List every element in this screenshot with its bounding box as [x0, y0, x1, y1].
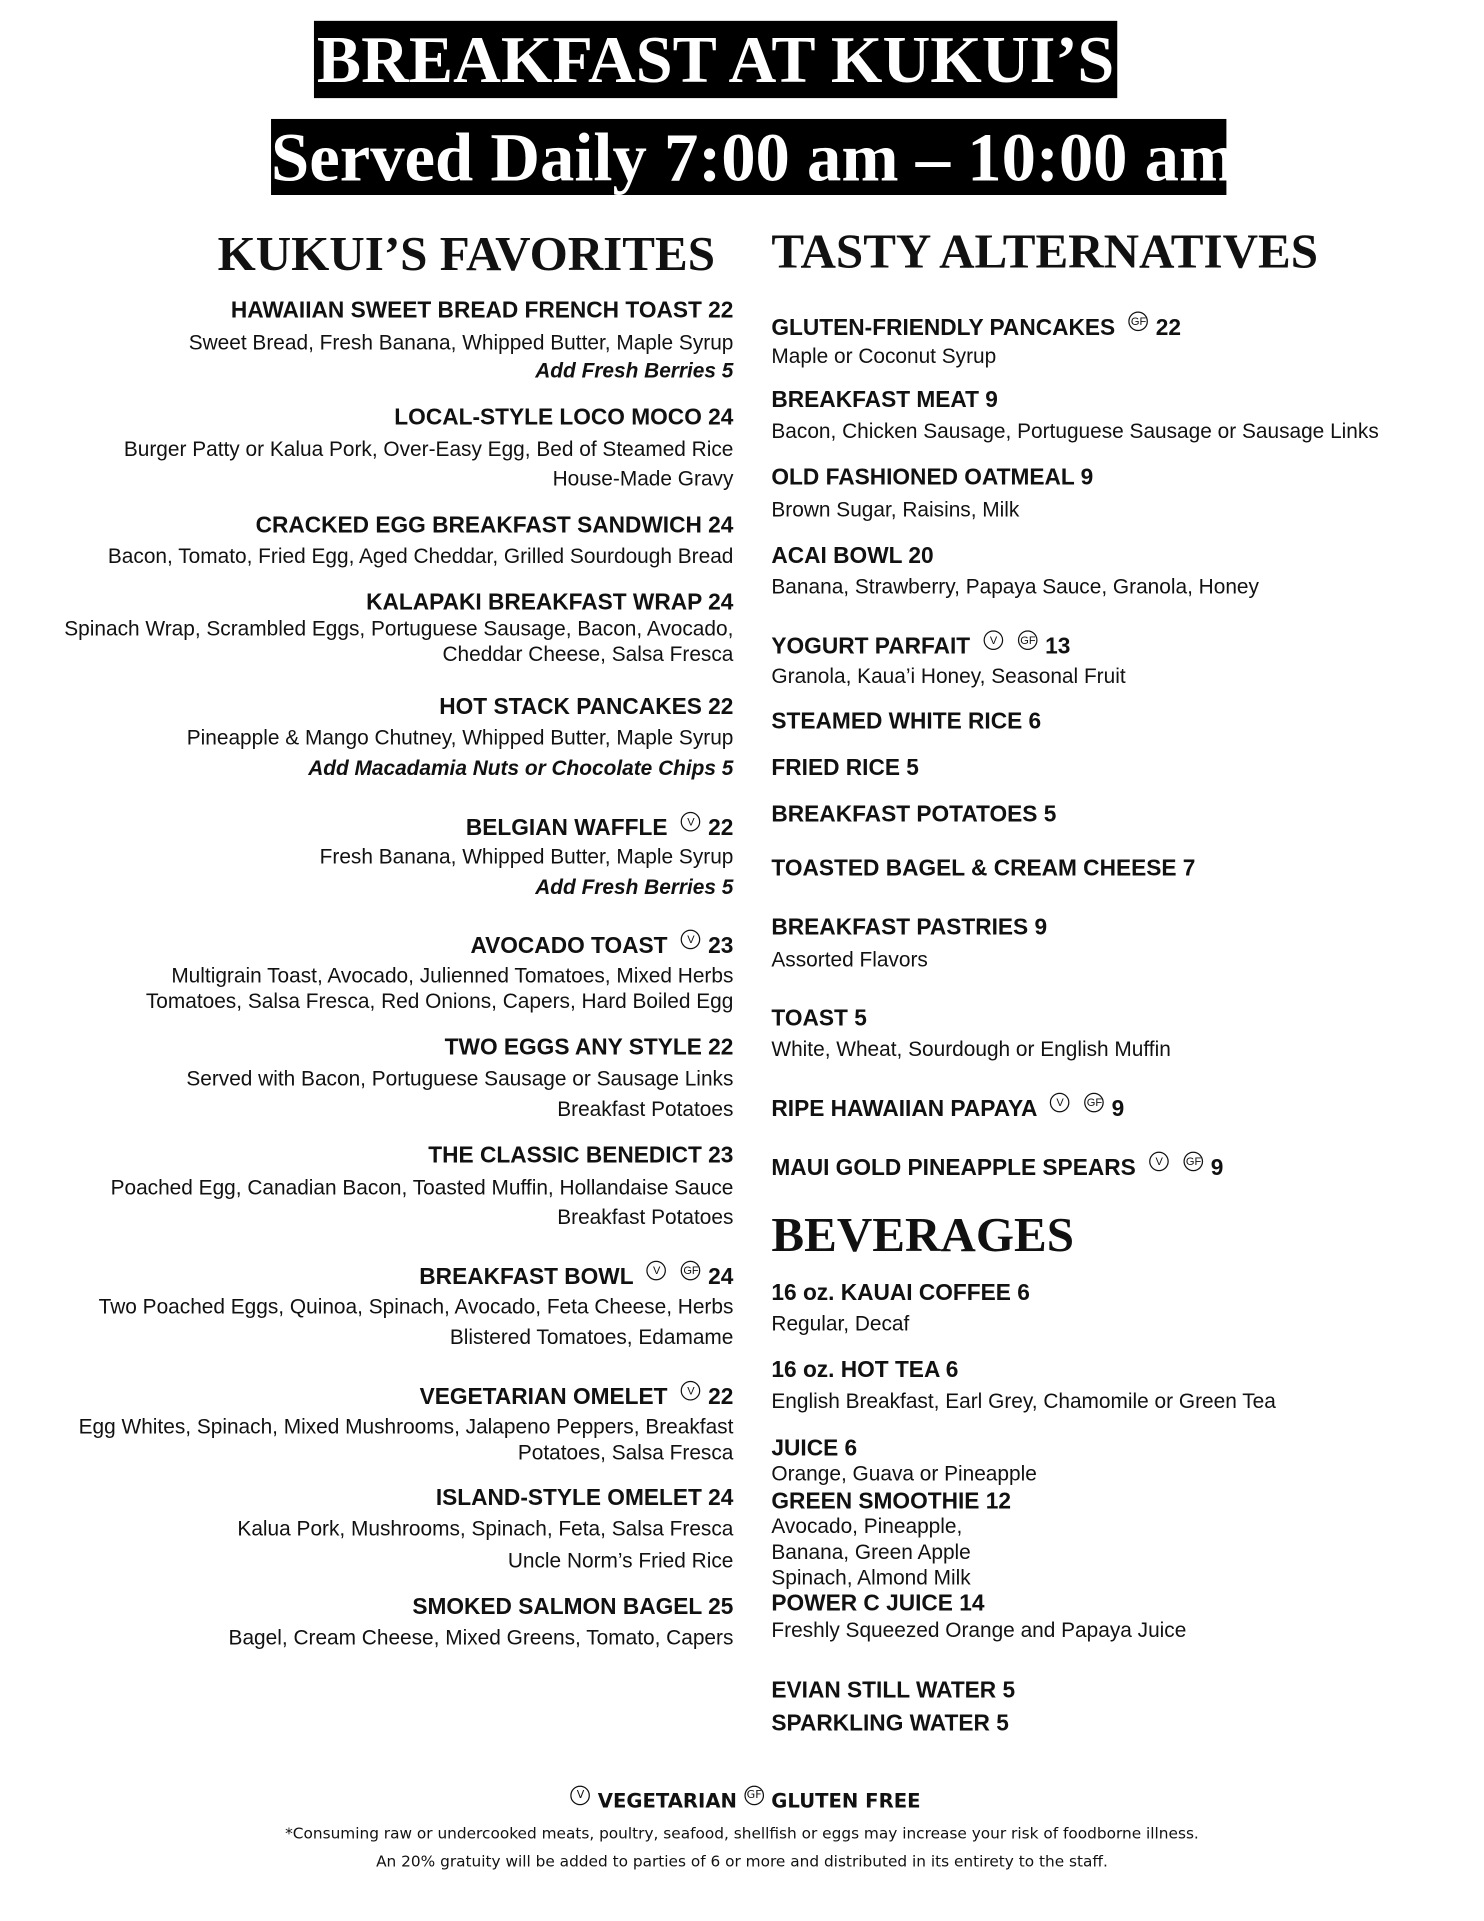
menu-item-title [771, 801, 1056, 828]
item-price: 23 [708, 932, 734, 958]
item-price: 22 [708, 1033, 734, 1060]
service-hours: Served Daily 7:00 am – 10:00 am [271, 120, 1237, 197]
item-description: Kalua Pork, Mushrooms, Spinach, Feta, Salsa Fresca [237, 1517, 734, 1541]
item-description: Banana, Green Apple [771, 1540, 971, 1564]
item-price: 14 [959, 1589, 985, 1616]
menu-item-title [771, 312, 1181, 341]
menu-item-title [419, 1261, 733, 1290]
item-name: BREAKFAST MEAT [771, 386, 979, 413]
item-name: OLD FASHIONED OATMEAL [771, 463, 1075, 490]
food-safety-disclaimer: *Consuming raw or undercooked meats, poultry, seafood, shellfish or eggs may increase your risk of foodborne illness. [285, 1823, 1199, 1843]
item-price: 22 [1155, 313, 1182, 340]
item-price: 6 [844, 1434, 858, 1461]
item-price: 22 [708, 1383, 734, 1410]
menu-item-title [771, 1279, 1029, 1306]
item-name: THE CLASSIC BENEDICT [428, 1141, 702, 1168]
item-description: Assorted Flavors [771, 948, 928, 972]
item-name: 16 oz. KAUAI COFFEE [771, 1279, 1011, 1305]
item-description: Cheddar Cheese, Salsa Fresca [442, 642, 734, 666]
item-name: BREAKFAST PASTRIES [771, 913, 1029, 940]
menu-item-title [771, 1093, 1124, 1122]
item-price: 6 [1017, 1279, 1030, 1305]
item-name: SMOKED SALMON BAGEL [412, 1593, 702, 1619]
item-price: 22 [708, 692, 734, 719]
item-description: English Breakfast, Earl Grey, Chamomile or Green Tea [771, 1389, 1276, 1413]
item-name: GLUTEN-FRIENDLY PANCAKES [771, 313, 1116, 340]
menu-item-title [771, 1676, 1015, 1703]
item-description: Banana, Strawberry, Papaya Sauce, Granola, Honey [771, 575, 1259, 599]
item-description: Regular, Decaf [771, 1312, 910, 1336]
menu-item-title [771, 708, 1041, 735]
item-description: Bacon, Tomato, Fried Egg, Aged Cheddar, Grilled Sourdough Bread [107, 544, 734, 568]
vegetarian-icon: V [647, 1261, 667, 1281]
item-name: ISLAND-STYLE OMELET [435, 1483, 702, 1510]
item-description: Freshly Squeezed Orange and Papaya Juice [771, 1618, 1187, 1643]
menu-item-title [394, 403, 733, 430]
item-description: White, Wheat, Sourdough or English Muffin [771, 1037, 1171, 1061]
menu-item-title [771, 1004, 866, 1031]
item-name: RIPE HAWAIIAN PAPAYA [771, 1095, 1037, 1121]
menu-item-title [771, 855, 1195, 882]
item-description: Spinach, Almond Milk [771, 1566, 971, 1590]
item-name: VEGETARIAN OMELET [419, 1383, 668, 1410]
item-description: Tomatoes, Salsa Fresca, Red Onions, Capers, Hard Boiled Egg [145, 989, 734, 1014]
item-name: HAWAIIAN SWEET BREAD FRENCH TOAST [230, 296, 702, 323]
item-price: 22 [708, 814, 734, 841]
menu-item-title [412, 1593, 733, 1620]
item-price: 24 [708, 511, 734, 538]
menu-item-title [428, 1142, 733, 1169]
menu-item-title [771, 542, 933, 569]
item-price: 6 [1028, 707, 1042, 734]
item-description: Bagel, Cream Cheese, Mixed Greens, Tomato, Capers [228, 1626, 734, 1650]
item-price: 13 [1045, 632, 1071, 659]
item-price: 5 [1043, 800, 1057, 827]
item-price: 24 [708, 1483, 734, 1510]
item-name: TWO EGGS ANY STYLE [444, 1033, 702, 1060]
item-description: Multigrain Toast, Avocado, Julienned Tomatoes, Mixed Herbs [171, 963, 734, 988]
item-name: 16 oz. HOT TEA [771, 1356, 940, 1383]
item-name: KALAPAKI BREAKFAST WRAP [366, 588, 702, 615]
item-description: Burger Patty or Kalua Pork, Over-Easy Egg, Bed of Steamed Rice [123, 437, 734, 462]
item-name: BREAKFAST POTATOES [771, 800, 1038, 827]
item-name: POWER C JUICE [771, 1589, 953, 1616]
item-name: AVOCADO TOAST [470, 932, 668, 958]
menu-item-title [470, 930, 733, 959]
item-price: 5 [854, 1004, 867, 1031]
item-description: House-Made Gravy [552, 467, 734, 491]
item-price: 5 [996, 1709, 1009, 1736]
favorites-heading: KUKUI’S FAVORITES [217, 225, 715, 281]
item-price: 9 [1034, 913, 1048, 940]
item-description: Brown Sugar, Raisins, Milk [771, 497, 1020, 522]
item-description: Sweet Bread, Fresh Banana, Whipped Butter, Maple Syrup [188, 331, 734, 355]
item-price: 9 [1210, 1154, 1224, 1180]
menu-item-title [466, 812, 734, 841]
item-price: 9 [1111, 1095, 1125, 1121]
vegetarian-icon: V [1149, 1152, 1169, 1172]
menu-item-title [771, 1589, 984, 1616]
item-name: SPARKLING WATER [771, 1709, 990, 1736]
menu-item-title [420, 1381, 734, 1410]
item-name: STEAMED WHITE RICE [771, 707, 1023, 734]
legend-vegetarian: VEGETARIAN [597, 1789, 737, 1813]
vegetarian-icon: V [571, 1786, 591, 1806]
menu-item-title [771, 1152, 1223, 1181]
item-name: LOCAL-STYLE LOCO MOCO [394, 403, 702, 430]
item-description: Pineapple & Mango Chutney, Whipped Butter, Maple Syrup [186, 726, 734, 750]
menu-title: BREAKFAST AT KUKUI’S [314, 21, 1117, 98]
menu-item-title [231, 297, 734, 324]
item-name: MAUI GOLD PINEAPPLE SPEARS [771, 1154, 1136, 1180]
alternatives-heading: TASTY ALTERNATIVES [771, 223, 1319, 279]
item-name: EVIAN STILL WATER [771, 1676, 997, 1703]
menu-item-title [366, 589, 733, 616]
gratuity-note: An 20% gratuity will be added to parties of 6 or more and distributed in its entirety to the staff. [376, 1851, 1108, 1871]
item-price: 9 [985, 386, 998, 413]
menu-item-title [771, 1435, 857, 1462]
item-addon: Add Fresh Berries 5 [535, 359, 734, 383]
vegetarian-icon: V [681, 930, 701, 950]
menu-item-title [256, 511, 734, 538]
item-name: TOAST [771, 1004, 848, 1031]
beverages-heading: BEVERAGES [771, 1206, 1075, 1262]
gluten-free-icon: GF [744, 1786, 764, 1806]
item-price: 22 [708, 296, 734, 323]
menu-item-title [436, 1484, 734, 1511]
item-name: JUICE [771, 1434, 839, 1461]
vegetarian-icon: V [681, 812, 701, 832]
menu-item-title [771, 1488, 1011, 1515]
item-description: Fresh Banana, Whipped Butter, Maple Syrup [319, 844, 734, 869]
item-name: ACAI BOWL [771, 542, 903, 568]
item-description: Spinach Wrap, Scrambled Eggs, Portuguese Sausage, Bacon, Avocado, [64, 616, 734, 641]
item-description: Poached Egg, Canadian Bacon, Toasted Muffin, Hollandaise Sauce [110, 1176, 734, 1200]
menu-item-title [771, 464, 1093, 491]
vegetarian-icon: V [681, 1381, 701, 1401]
dietary-legend [0, 1786, 1484, 1813]
item-price: 6 [945, 1356, 959, 1383]
item-description: Two Poached Eggs, Quinoa, Spinach, Avocado, Feta Cheese, Herbs [98, 1295, 734, 1319]
item-price: 12 [985, 1487, 1011, 1514]
item-name: YOGURT PARFAIT [771, 632, 971, 659]
item-price: 25 [708, 1593, 734, 1619]
item-price: 5 [1002, 1676, 1016, 1703]
item-description: Avocado, Pineapple, [771, 1514, 963, 1538]
vegetarian-icon: V [1050, 1093, 1070, 1113]
menu-item-title [771, 1356, 958, 1383]
menu-item-title [439, 693, 733, 720]
item-price: 20 [908, 542, 934, 568]
item-description: Egg Whites, Spinach, Mixed Mushrooms, Jalapeno Peppers, Breakfast [78, 1415, 734, 1439]
item-description: Breakfast Potatoes [557, 1205, 734, 1229]
item-description: Served with Bacon, Portuguese Sausage or Sausage Links [186, 1066, 734, 1091]
item-price: 24 [708, 1263, 734, 1289]
item-price: 23 [708, 1141, 734, 1168]
item-description: Orange, Guava or Pineapple [771, 1461, 1037, 1486]
menu-item-title [771, 914, 1047, 941]
item-price: 24 [708, 588, 734, 615]
item-price: 9 [1080, 463, 1094, 490]
item-description: Blistered Tomatoes, Edamame [449, 1325, 734, 1350]
menu-item-title [771, 1710, 1008, 1737]
item-addon: Add Macadamia Nuts or Chocolate Chips 5 [308, 756, 734, 780]
menu-item-title [771, 630, 1070, 659]
item-description: Potatoes, Salsa Fresca [517, 1441, 734, 1465]
item-description: Breakfast Potatoes [557, 1097, 734, 1121]
item-description: Maple or Coconut Syrup [771, 344, 997, 368]
gluten-free-icon: GF [1018, 630, 1038, 650]
gluten-free-icon: GF [681, 1261, 701, 1281]
item-description: Bacon, Chicken Sausage, Portuguese Sausage or Sausage Links [771, 419, 1379, 443]
item-description: Uncle Norm’s Fried Rice [507, 1548, 734, 1573]
item-name: TOASTED BAGEL & CREAM CHEESE [771, 854, 1177, 881]
menu-item-title [445, 1034, 734, 1061]
item-description: Granola, Kaua’i Honey, Seasonal Fruit [771, 664, 1126, 689]
gluten-free-icon: GF [1184, 1152, 1204, 1172]
gluten-free-icon: GF [1129, 312, 1149, 332]
menu-item-title [771, 754, 919, 781]
item-name: CRACKED EGG BREAKFAST SANDWICH [255, 511, 702, 538]
item-price: 7 [1182, 854, 1196, 881]
item-price: 24 [708, 403, 734, 430]
legend-gluten-free: GLUTEN FREE [771, 1789, 921, 1813]
item-name: HOT STACK PANCAKES [439, 692, 702, 719]
item-name: FRIED RICE [771, 754, 900, 780]
item-name: BELGIAN WAFFLE [465, 814, 668, 841]
gluten-free-icon: GF [1085, 1093, 1105, 1113]
menu-item-title [771, 386, 998, 413]
item-price: 5 [906, 754, 919, 780]
item-addon: Add Fresh Berries 5 [535, 875, 734, 899]
item-name: GREEN SMOOTHIE [771, 1487, 980, 1514]
item-name: BREAKFAST BOWL [419, 1263, 634, 1289]
vegetarian-icon: V [984, 630, 1004, 650]
